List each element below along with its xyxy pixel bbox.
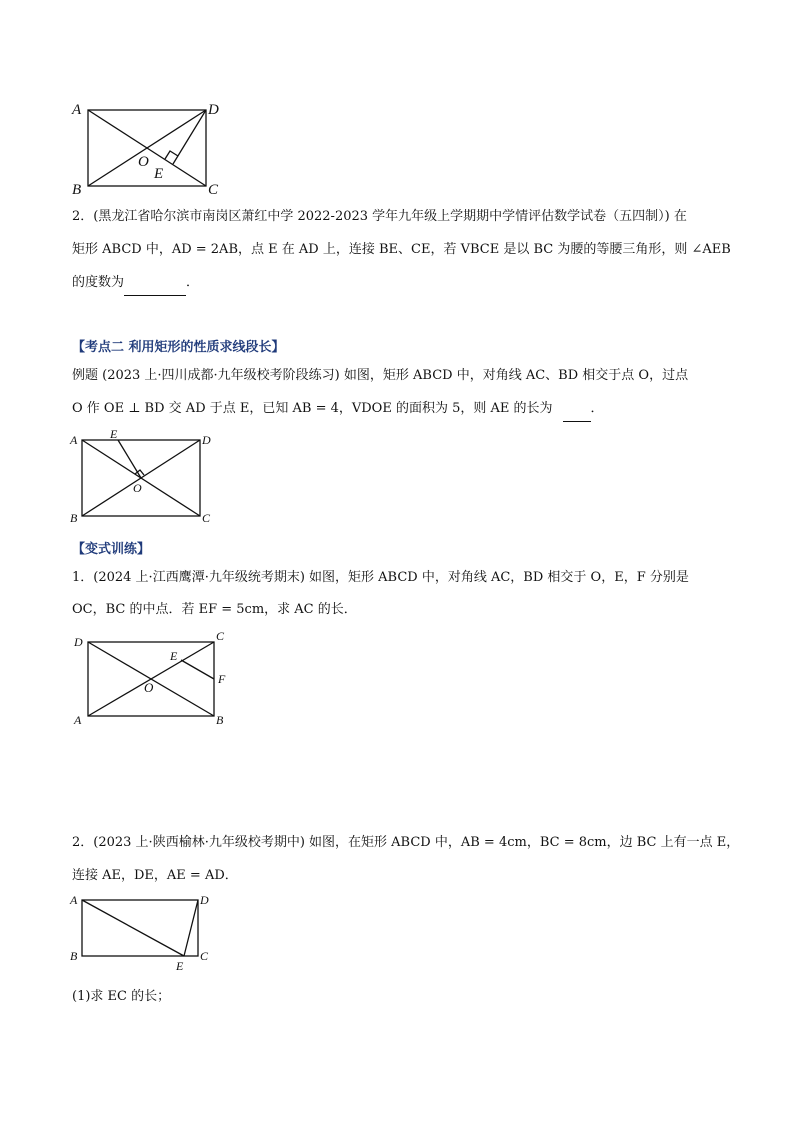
label-c: C <box>200 949 209 963</box>
label-a: A <box>70 893 78 907</box>
label-d: D <box>208 102 219 118</box>
label-o: O <box>138 154 149 170</box>
q2-line2: 矩形 ABCD 中，AD = 2AB，点 E 在 AD 上，连接 BE、CE，若 VBCE 是以 BC 为腰的等腰三角形，则 ∠AEB <box>72 242 731 257</box>
section-title: 【考点二 利用矩形的性质求线段长】 <box>72 340 285 355</box>
q2-line1: 2．(黑龙江省哈尔滨市南岗区萧红中学 2022-2023 学年九年级上学期期中学情评估数学试卷（五四制）) 在 <box>72 209 687 224</box>
label-e: E <box>176 959 184 973</box>
label-d: D <box>202 433 211 447</box>
label-a: A <box>72 102 82 118</box>
v1-line1: 1．(2024 上·江西鹰潭·九年级统考期末) 如图，矩形 ABCD 中，对角线 AC，BD 相交于 O，E，F 分别是 <box>72 570 689 585</box>
example-line1: 例题 (2023 上·四川成都·九年级校考阶段练习) 如图，矩形 ABCD 中，对角线 AC、BD 相交于点 O，过点 <box>72 368 689 383</box>
figure-3-rectangle <box>68 628 238 732</box>
v2-line2: 连接 AE，DE，AE = AD． <box>72 868 238 883</box>
label-a: A <box>74 713 82 727</box>
label-o: O <box>133 481 142 495</box>
v1-line2: OC，BC 的中点．若 EF = 5cm，求 AC 的长． <box>72 602 357 617</box>
label-c: C <box>216 629 225 643</box>
v2-line1: 2．(2023 上·陕西榆林·九年级校考期中) 如图，在矩形 ABCD 中，AB = 4cm，BC = 8cm，边 BC 上有一点 E， <box>72 835 740 850</box>
q2-line3: 的度数为 ． <box>72 271 732 296</box>
label-e: E <box>170 649 178 663</box>
v2-sub1: (1)求 EC 的长； <box>72 989 171 1004</box>
variant-title: 【变式训练】 <box>72 542 151 557</box>
figure-1-rectangle <box>68 96 228 200</box>
answer-blank[interactable] <box>124 271 186 296</box>
label-b: B <box>72 182 82 198</box>
label-c: C <box>208 182 219 198</box>
q2-line3-text: 的度数为 <box>72 275 125 290</box>
example-answer-blank[interactable] <box>563 397 591 422</box>
label-a: A <box>70 433 78 447</box>
label-o: O <box>144 680 154 695</box>
label-d: D <box>200 893 209 907</box>
label-b: B <box>70 511 78 525</box>
label-d: D <box>74 635 83 649</box>
label-b: B <box>70 949 78 963</box>
example-line2-text: O 作 OE ⊥ BD 交 AD 于点 E，已知 AB = 4，VDOE 的面积为 5，则 AE 的长为 <box>72 401 553 416</box>
figure-2-rectangle <box>68 428 218 528</box>
label-c: C <box>202 511 211 525</box>
example-line2: O 作 OE ⊥ BD 交 AD 于点 E，已知 AB = 4，VDOE 的面积为 5，则 AE 的长为 ． <box>72 397 732 422</box>
label-b: B <box>216 713 224 727</box>
label-f: F <box>218 672 226 686</box>
label-e: E <box>110 428 118 441</box>
label-e: E <box>154 166 164 182</box>
figure-4-rectangle <box>68 890 218 974</box>
